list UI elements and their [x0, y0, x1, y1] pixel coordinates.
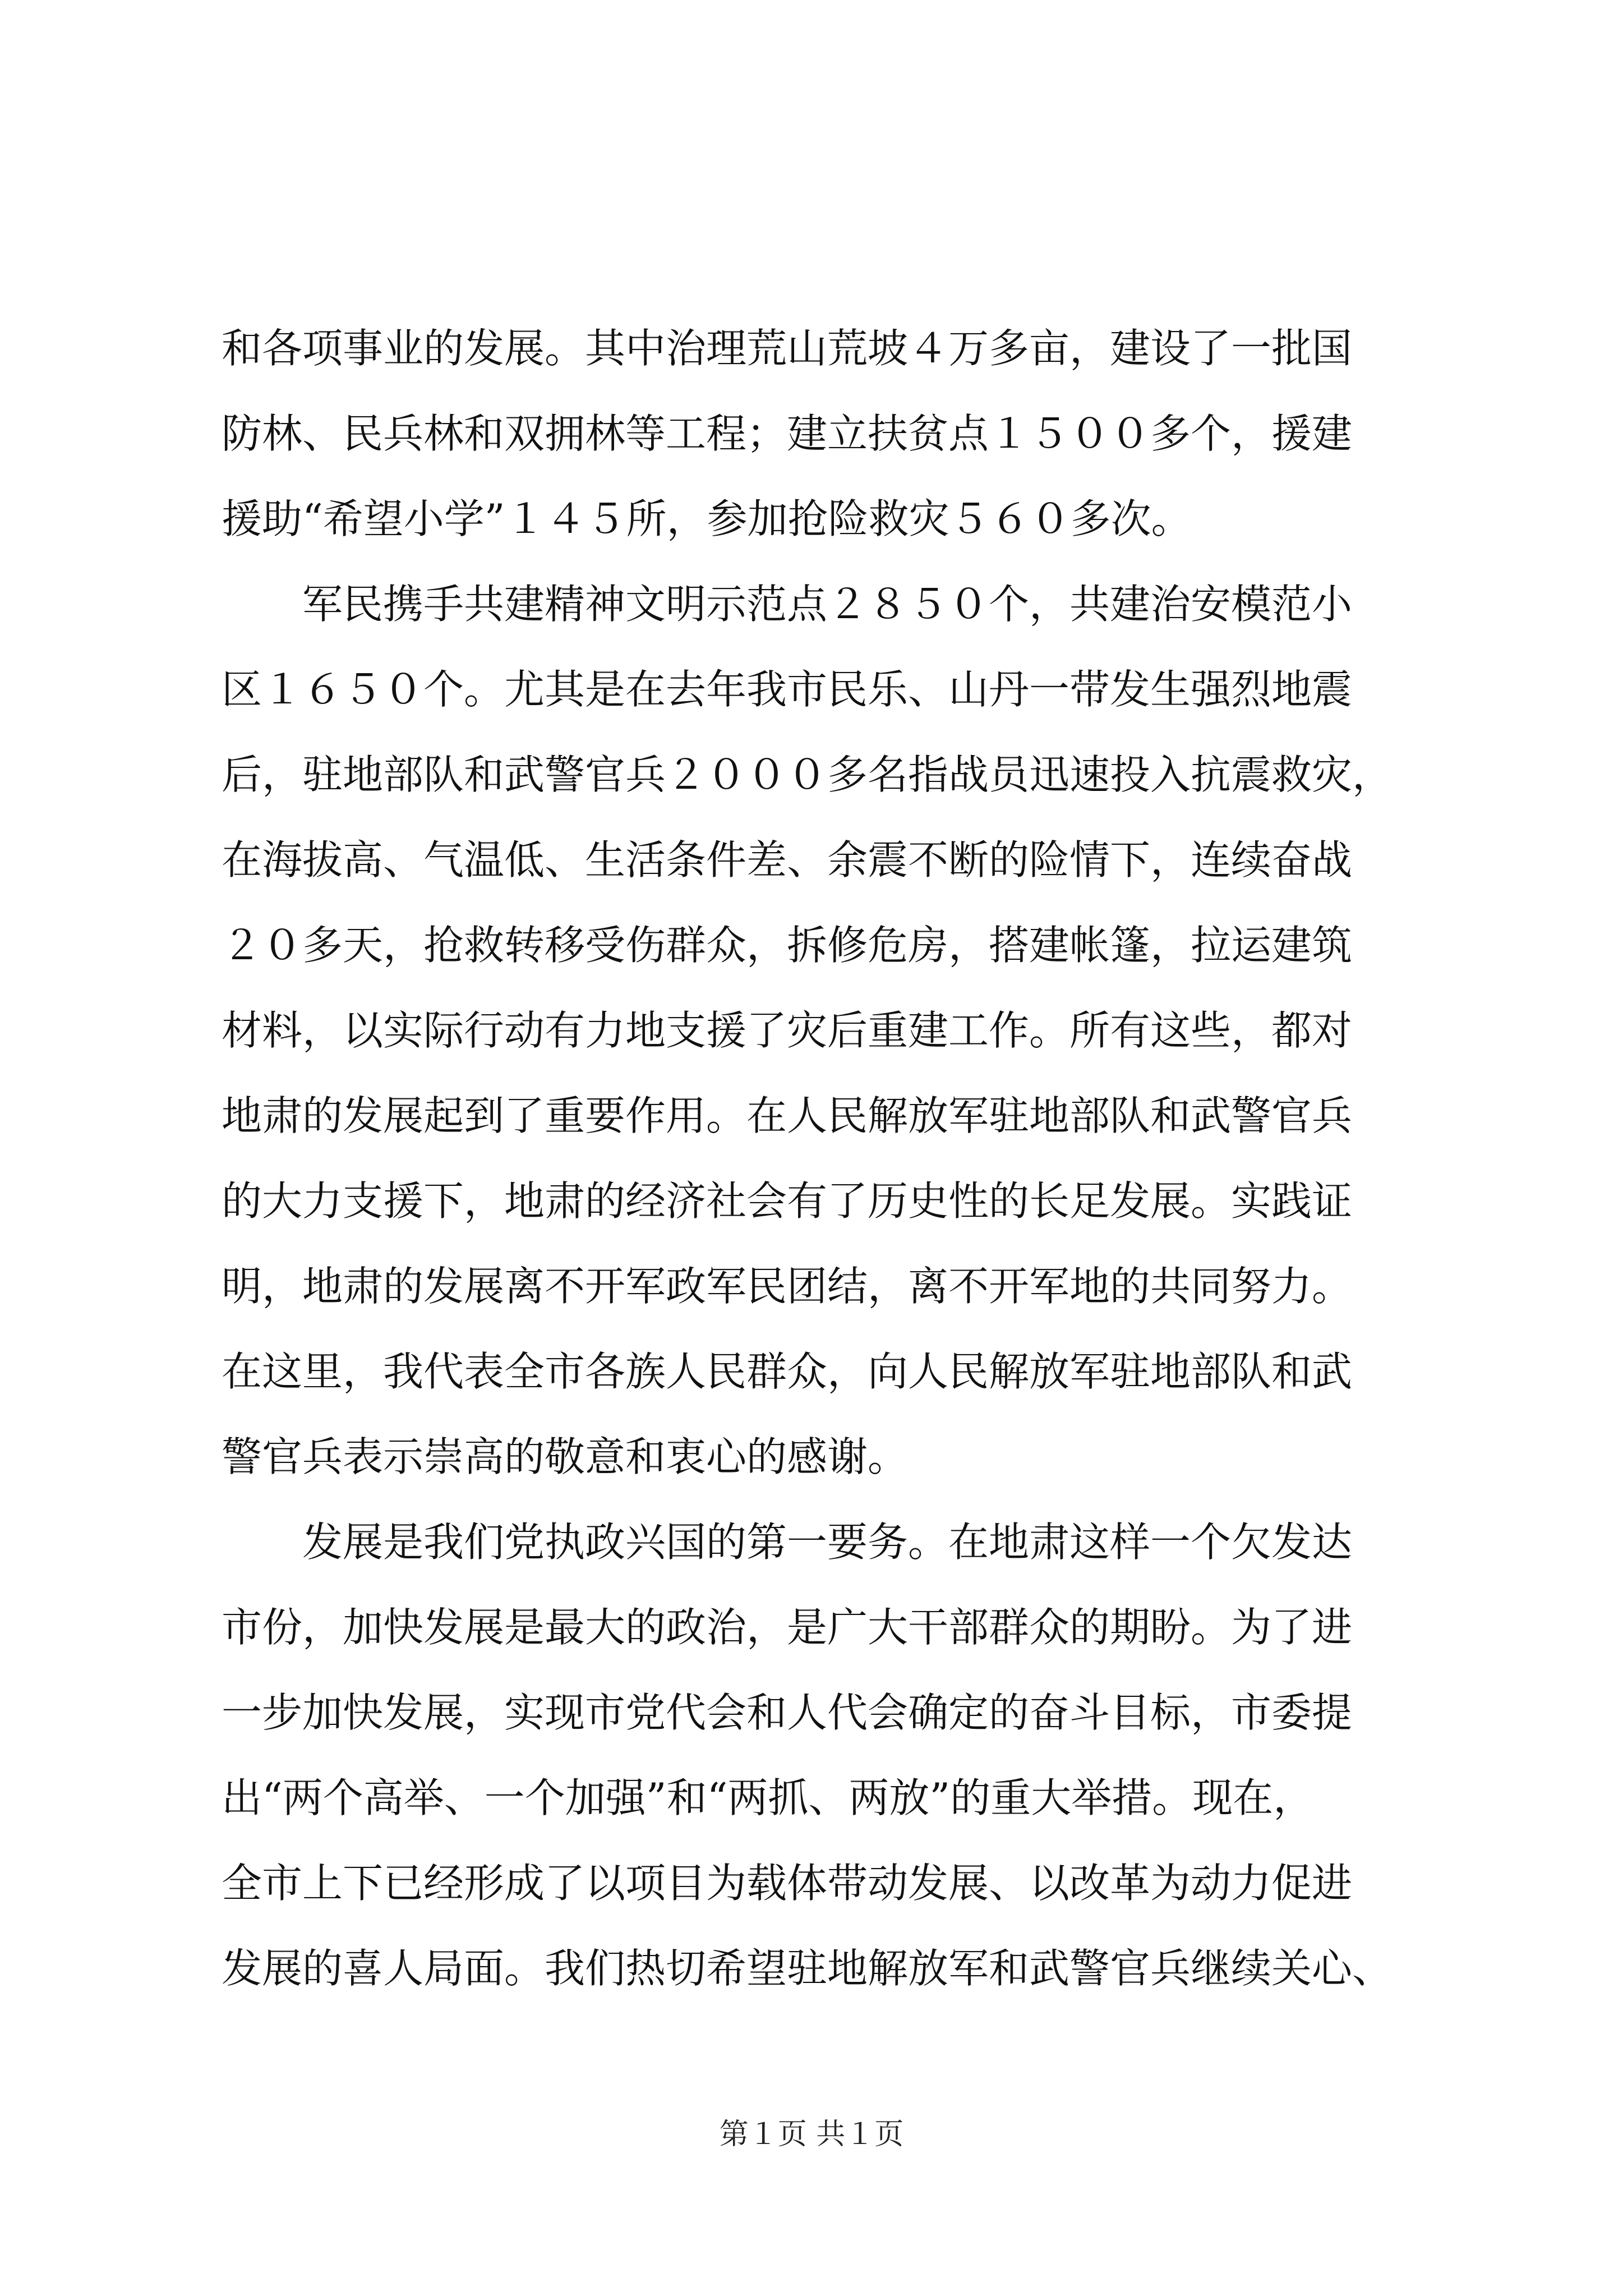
text-line: 一步加快发展，实现市党代会和人代会确定的奋斗目标，市委提	[222, 1689, 1353, 1736]
text-line: 发展的喜人局面。我们热切希望驻地解放军和武警官兵继续关心、	[222, 1945, 1393, 1992]
text-line: 明，地肃的发展离不开军政军民团结，离不开军地的共同努力。	[222, 1263, 1353, 1310]
text-line: ２０多天，抢救转移受伤群众，拆修危房，搭建帐篷，拉运建筑	[222, 922, 1353, 969]
text-line: 全市上下已经形成了以项目为载体带动发展、以改革为动力促进	[222, 1860, 1353, 1907]
paragraph-first-line: 发展是我们党执政兴国的第一要务。在地肃这样一个欠发达	[302, 1519, 1353, 1566]
text-line: 市份，加快发展是最大的政治，是广大干部群众的期盼。为了进	[222, 1604, 1353, 1651]
text-line: 地肃的发展起到了重要作用。在人民解放军驻地部队和武警官兵	[222, 1092, 1353, 1139]
document-body	[222, 306, 1422, 2011]
text-line: 警官兵表示崇高的敬意和衷心的感谢。	[222, 1433, 909, 1480]
text-line: 区１６５０个。尤其是在去年我市民乐、山丹一带发生强烈地震	[222, 666, 1353, 713]
text-line: 出“两个高举、一个加强”和“两抓、两放”的重大举措。现在，	[222, 1774, 1314, 1821]
paragraph-first-line: 军民携手共建精神文明示范点２８５０个，共建治安模范小	[302, 581, 1353, 628]
text-line: 防林、民兵林和双拥林等工程；建立扶贫点１５００多个，援建	[222, 410, 1353, 457]
text-line: 和各项事业的发展。其中治理荒山荒坡４万多亩，建设了一批国	[222, 325, 1353, 372]
text-line: 后，驻地部队和武警官兵２０００多名指战员迅速投入抗震救灾，	[222, 751, 1393, 798]
text-line: 在海拔高、气温低、生活条件差、余震不断的险情下，连续奋战	[222, 836, 1353, 884]
text-line: 材料，以实际行动有力地支援了灾后重建工作。所有这些，都对	[222, 1007, 1353, 1054]
text-line: 在这里，我代表全市各族人民群众，向人民解放军驻地部队和武	[222, 1348, 1353, 1395]
text-line: 援助“希望小学”１４５所，参加抢险救灾５６０多次。	[222, 495, 1192, 542]
text-line: 的大力支援下，地肃的经济社会有了历史性的长足发展。实践证	[222, 1177, 1353, 1225]
page-number-footer: 第１页 共１页	[719, 2118, 904, 2151]
